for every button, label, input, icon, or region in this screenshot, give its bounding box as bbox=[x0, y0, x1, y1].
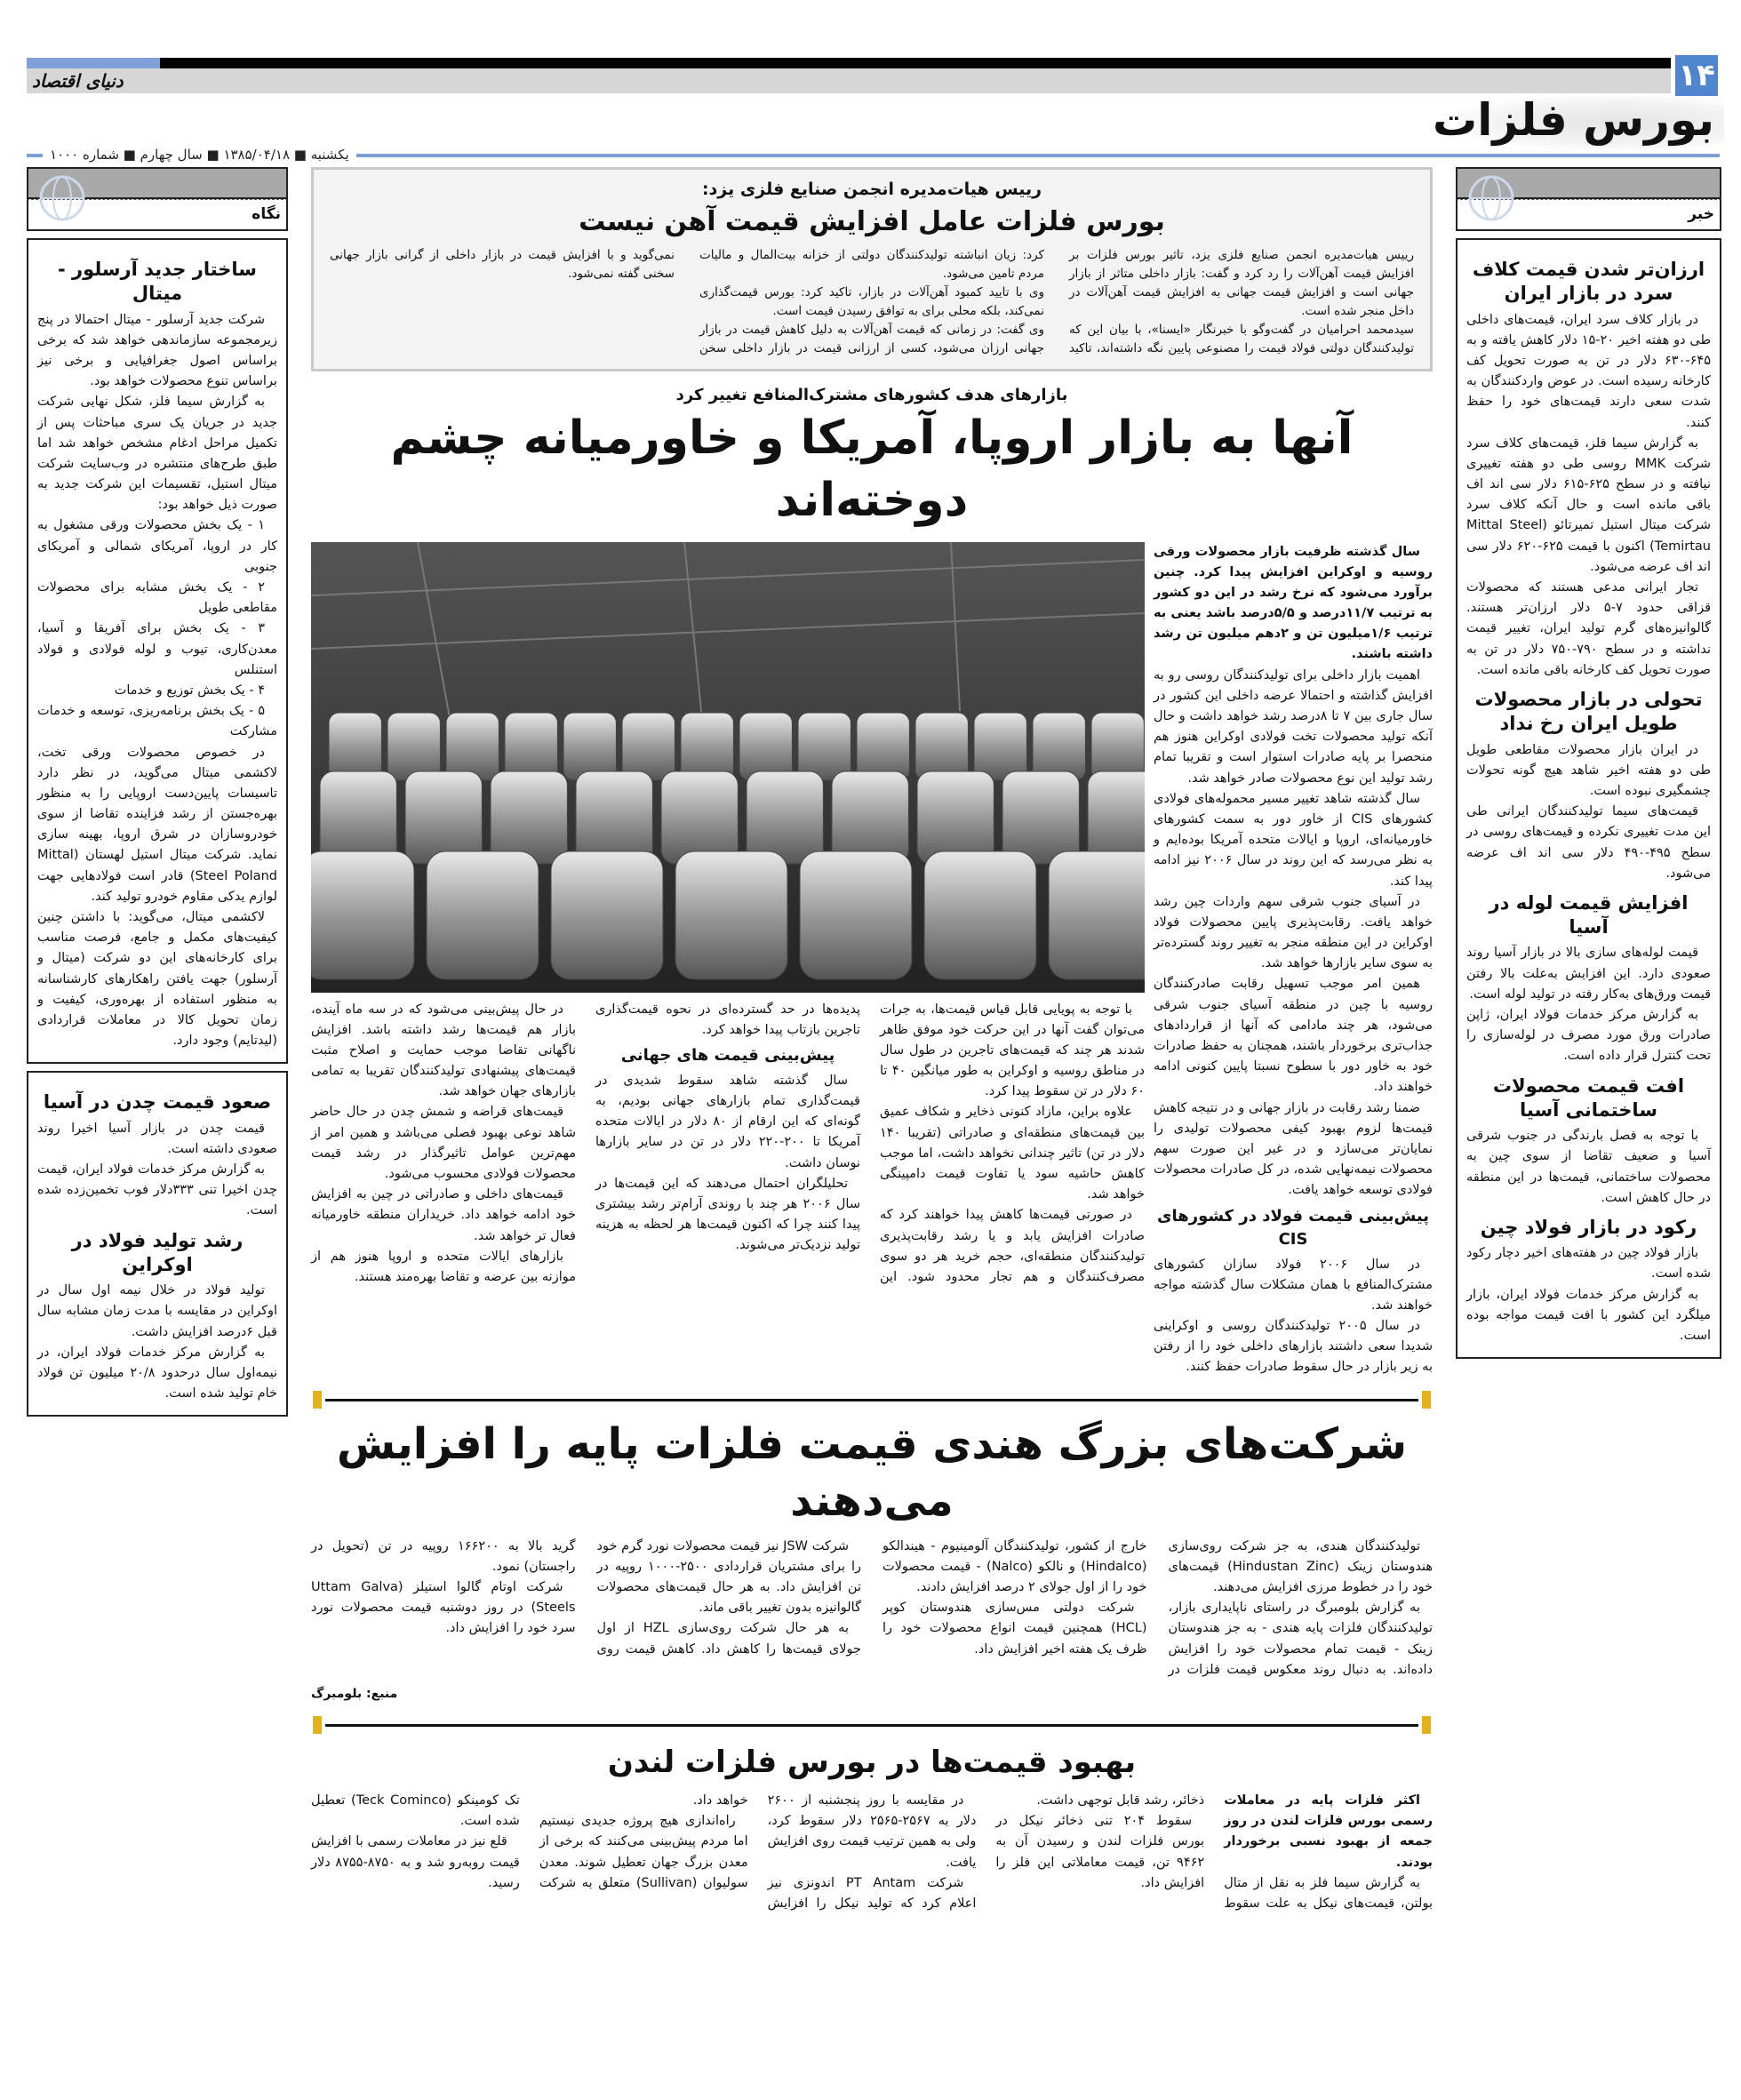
paragraph: به هر حال شرکت روی‌سازی HZL از اول جولای قیمت‌ها را کاهش داد. کاهش قیمت روی گرید بالا به ۱۶۶۲۰۰ روپیه در تن (تحویل در راجستان) نمود. bbox=[311, 1538, 861, 1657]
steel-coil bbox=[1002, 771, 1079, 864]
globe-icon bbox=[1466, 173, 1516, 223]
view-sidebar-article bbox=[27, 238, 288, 1064]
subhead-world: پیش‌بینی قیمت های جهانی bbox=[620, 1045, 835, 1065]
paragraph: به گزارش بلومبرگ در راستای ناپایداری بازار، تولیدکنندگان فلزات پایه هندی - به جز هندوستان زینک - قیمت تمام محصولات خود را افزایش داده‌اند. به دنبال روند معکوس قیمت فلزات در خارج از کشور، تولیدکنندگان آلومینیوم - هیندالکو (Hindalco) و نالکو (Nalco) - قیمت محصولات خود را از اول جولای ۲ درصد افزایش دادند. bbox=[882, 1538, 1433, 1677]
paragraph: شرکت دولتی مس‌سازی هندوستان کوپر (HCL) همچنین قیمت انواع محصولات خود را ظرف یک هفته اخیر افزایش داد. bbox=[882, 1601, 1147, 1657]
steel-coil bbox=[311, 851, 414, 979]
source-credit: منبع: بلومبرگ bbox=[311, 1686, 398, 1701]
paragraph: در حال پیش‌بینی می‌شود که در سه ماه آینده، بازار هم قیمت‌ها رشد داشته باشد. افزایش ناگهانی تقاضا موجب حمایت و اصلاح مثبت قیمت‌های پیشنهادی تولیدکنندگان تقریبا به تمامی بازارهای جهان خواهد شد. bbox=[311, 1002, 576, 1099]
interview-body bbox=[330, 246, 1414, 358]
steel-coil bbox=[551, 851, 663, 979]
sidebar-paragraph: قیمت لوله‌های سازی بالا در بازار آسیا روند صعودی دارد. این افزایش به‌علت بالا رفتن قیمت ورق‌های به‌کار رفته در تولید لوله است. bbox=[1466, 946, 1711, 1002]
sidebar-label-row bbox=[1456, 199, 1721, 231]
sidebar-paragraph: به گزارش سیما فلز، قیمت‌های کلاف سرد شرکت MMK روسی طی دو هفته تغییری نیافته و در سطح ۶۲۵-۶۱۵ دلار سی اند اف باقی مانده است و حال آنکه کلاف سرد شرکت میتال استیل تمیرتائو (Mittal Steel Temirtau) اکنون با قیمت ۶۲۵-۶۲۰ دلار سی اند اف عرضه می‌شود. bbox=[1466, 435, 1711, 574]
paragraph: با توجه به پویایی قابل قیاس قیمت‌ها، به جرات می‌توان گفت آنها در این حرکت خود موفق ظاهر شدند هر چند که قیمت‌های تاجرین در طول سال در مناطق روسیه و اوکراین به طور میانگین ۴۰ تا ۶۰ دلار در تن سقوط پیدا کرد. bbox=[880, 1002, 1145, 1099]
paragraph: سال گذشته شاهد تغییر مسیر محموله‌های فولادی کشورهای CIS از خاور دور به سمت کشورهای خاورمیانه‌ای، اروپا و ایالات متحده آمریکا بوده‌ایم و به نظر می‌رسد که این روند در سال ۲۰۰۶ نیز ادامه پیدا کند. bbox=[1154, 791, 1434, 889]
section-divider bbox=[311, 1391, 1433, 1412]
sidebar-paragraph: در خصوص محصولات ورقی تخت، لاکشمی میتال می‌گوید، در نظر دارد تاسیسات پایین‌دست اروپایی را به منظور بهره‌جستن از رشد فزاینده تقاضا از سوی خودروسازان در شرق اروپا، بهینه سازی نماید. شرکت میتال استیل لهستان (Mittal Steel Poland) قادر است فولادهایی جهت لوازم یدکی مقاوم خودرو تولید کند. bbox=[37, 745, 277, 904]
paragraph: سقوط ۲۰۴ تنی ذخائر نیکل در بورس فلزات لندن و رسیدن آن به ۹۴۶۲ تن، قیمت معاملاتی این فلز را افزایش داد. bbox=[995, 1814, 1205, 1890]
dateline: یکشنبه ■ ۱۳۸۵/۰۴/۱۸ ■ سال چهارم ■ شماره ۱۰۰۰ bbox=[43, 146, 356, 164]
sidebar-article-title: افزایش قیمت لوله در آسیا bbox=[1489, 891, 1689, 938]
paragraph: راه‌اندازی هیچ پروژه جدیدی نیستیم اما مردم پیش‌بینی می‌کنند که برخی از معدن بزرگ جهان تعطیل شوند. معدن سولیوان (Sullivan) متعلق به شرکت تک کومینکو (Teck Cominco) تعطیل شده است. bbox=[311, 1793, 748, 1890]
sidebar-article-title: صعود قیمت چدن در آسیا bbox=[43, 1091, 272, 1114]
sidebar-paragraph: در ایران بازار محصولات مقاطعی طویل طی دو هفته اخیر شاهد هیچ گونه تحولات چشمگیری نبوده است. bbox=[1466, 742, 1711, 798]
steel-coil bbox=[563, 713, 616, 780]
sidebar-paragraph: ۱ - یک بخش محصولات ورقی مشغول به کار در اروپا، آمریکای شمالی و آمریکای جنوبی bbox=[37, 518, 277, 574]
paragraph: سیدمحمد احرامیان در گفت‌وگو با خبرنگار «ایسنا»، با بیان این که تولیدکنندگان دولتی فولاد قیمت را مصنوعی پایین نگه داشته‌اند، تاکید کرد: زیان انباشته تولیدکنندگان دولتی از خزانه بیت‌المال و مالیات مردم تامین می‌شود. bbox=[699, 248, 1414, 355]
paragraph: در صورتی قیمت‌ها کاهش پیدا خواهند کرد که صادرات افزایش یابد و یا رشد رقابت‌پذیری تولیدکنندگان منطقه‌ای، حجم خرید هر دو سوی مصرف‌کنندگان و هم تجار محدود شود. این پدیده‌ها در حد گسترده‌ای در نحوه قیمت‌گذاری تاجرین بازتاب پیدا خواهد کرد. bbox=[595, 1002, 1145, 1284]
news-sidebar-column bbox=[1456, 167, 1721, 1359]
steel-coil bbox=[320, 771, 396, 864]
sidebar-paragraph: قیمت‌های سیما تولیدکنندگان ایرانی طی این مدت تغییری نکرده و قیمت‌های روسی در سطح ۴۹۵-۴۹۰ دلار سی اند اف عرضه می‌شود. bbox=[1466, 804, 1712, 881]
paragraph: به گزارش سیما فلز به نقل از متال بولتن، قیمت‌های نیکل به علت سقوط ذخائر، رشد قابل توجهی داشت. bbox=[1036, 1793, 1433, 1911]
paragraph: شرکت JSW نیز قیمت محصولات نورد گرم خود را برای مشتریان قراردادی ۲۵۰۰-۱۰۰۰ روپیه در تن افزایش داد. به هر حال قیمت‌های محصولات گالوانیزه بدون تغییر باقی ماند. bbox=[596, 1538, 861, 1616]
sidebar-label: خبر bbox=[1688, 205, 1714, 223]
steel-coil bbox=[622, 713, 675, 780]
main-article bbox=[311, 542, 1433, 1378]
paragraph: قیمت‌های قراضه و شمش چدن در حال حاضر شاهد نوعی بهبود فصلی می‌باشد و همین امر از مهم‌ترین عوامل تاثیرگذار در رشد قیمت محصولات فولادی محسوب می‌شود. bbox=[311, 1105, 576, 1182]
steel-coil bbox=[675, 851, 787, 979]
paragraph: وی با تایید کمبود آهن‌آلات در بازار، تاکید کرد: بورس قیمت‌گذاری نمی‌کند، بلکه محلی برای به توافق رسیدن قیمت است. bbox=[699, 284, 1044, 318]
sidebar-paragraph: تجار ایرانی مدعی هستند که محصولات قزاقی حدود ۷-۵ دلار ارزان‌تر هستند. گالوانیزه‌های گرم تولید ایران، تغییر قیمت نداشته و در سطح ۷۹۰-۷۵۰ دلار در تن به صورت تحویل کف کارخانه باقی مانده است. bbox=[1466, 580, 1711, 677]
paragraph: رییس هیات‌مدیره انجمن صنایع فلزی یزد، تاثیر بورس فلزات بر افزایش قیمت آهن‌آلات را رد کرد و گفت: بازار داخلی متاثر از بازار جهانی است و افزایش قیمت جهانی به افزایش قیمت آهن‌آلات در داخل منجر شده است. bbox=[1069, 248, 1414, 318]
steel-coil bbox=[681, 713, 733, 780]
sidebar-paragraph: بازار فولاد چین در هفته‌های اخیر دچار رکود شده است. bbox=[1466, 1246, 1711, 1282]
sidebar-paragraph: قیمت چدن در بازار آسیا اخیرا روند صعودی داشته است. bbox=[37, 1121, 277, 1156]
section-rule bbox=[325, 1724, 1418, 1727]
paragraph: بازارهای ایالات متحده و اروپا هنوز هم از موازنه بین عرضه و تقاضا بهره‌مند هستند. bbox=[311, 1249, 576, 1284]
steel-coil bbox=[491, 771, 567, 864]
steel-coil bbox=[747, 771, 823, 864]
steel-coil bbox=[800, 851, 912, 979]
paragraph: همین امر موجب تسهیل رقابت صادرکنندگان روسیه با چین در منطقه آسیای جنوب شرقی می‌شود، هر چند مادامی که آنها از قراردادهای جذاب‌تری برخوردار باشند، همچنان به حفظ صادرات خود به خاور دور با سطوح نسبتا پایین کنونی ادامه خواهند داد. bbox=[1154, 977, 1433, 1095]
steel-coil bbox=[1033, 713, 1085, 780]
sidebar-label: نگاه bbox=[252, 205, 281, 223]
header-band bbox=[27, 68, 1671, 93]
sidebar-paragraph: ۴ - یک بخش توزیع و خدمات bbox=[114, 683, 265, 698]
top-rule-accent bbox=[27, 58, 160, 68]
sidebar-paragraph: در بازار کلاف سرد ایران، قیمت‌های داخلی طی دو هفته اخیر ۲۰-۱۵ دلار کاهش یافته و به ۶۴۵-۶۳۰ دلار در تن به صورت تحویل کف کارخانه رسیده است. در عوض واردکنندگان به شدت سعی دارند قیمت‌های خود را حفظ کنند. bbox=[1466, 312, 1711, 430]
globe-icon bbox=[37, 173, 87, 223]
steel-coil bbox=[427, 851, 539, 979]
news-sidebar bbox=[1456, 238, 1721, 1359]
steel-coil bbox=[798, 713, 851, 780]
steel-coil bbox=[857, 713, 909, 780]
view-sidebar-column bbox=[27, 167, 288, 1417]
rule-marker bbox=[313, 1391, 322, 1409]
steel-coil bbox=[405, 771, 482, 864]
rule-marker bbox=[1422, 1716, 1431, 1734]
center-column bbox=[311, 167, 1433, 1914]
sidebar-paragraph: تولید فولاد در خلال نیمه اول سال در اوکراین در مقایسه با مدت زمان مشابه سال قبل ۶درصد افزایش داشت. bbox=[37, 1283, 277, 1339]
steel-coil bbox=[917, 771, 994, 864]
paragraph: قیمت‌های داخلی و صادراتی در چین به افزایش خود ادامه خواهد داد. خریداران منطقه خاورمیانه فعال تر خواهد شد. bbox=[311, 1187, 576, 1243]
sidebar-paragraph: ۳ - یک بخش برای آفریقا و آسیا، معدن‌کاری، تیوب و لوله فولادی و فولاد استنلس bbox=[37, 621, 277, 677]
paragraph: در سال ۲۰۰۵ تولیدکنندگان روسی و اوکراینی شدیدا سعی داشتند بازارهای داخلی خود را از رفتن به زیر بازار در حال سقوط صادرات حفظ کنند. bbox=[1154, 1319, 1433, 1375]
rule-marker bbox=[313, 1716, 322, 1734]
steel-coil bbox=[1088, 771, 1145, 864]
steel-coil bbox=[387, 713, 440, 780]
sidebar-paragraph: با توجه به فصل بارندگی در جنوب شرقی آسیا و ضعیف تقاضا از سوی چین به محصولات ساختمانی، قیمت‌ها در این منطقه در حال کاهش است. bbox=[1466, 1129, 1711, 1205]
section-title: بورس فلزات bbox=[1433, 94, 1714, 146]
interview-kicker: رییس هیات‌مدیره انجمن صنایع فلزی یزد: bbox=[701, 180, 1042, 199]
paragraph: سال گذشته شاهد سقوط شدیدی در قیمت‌گذاری تمام بازارهای جهانی بودیم، به گونه‌ای که این ارقام از ۸۰ دلار در ایالات متحده آمریکا تا ۲۰۰-۲۲۰ دلار در تن در سایر بازارها نوسان داشت. bbox=[595, 1073, 861, 1170]
main-headline: آنها به بازار اروپا، آمریکا و خاورمیانه چشم دوخته‌اند bbox=[390, 411, 1354, 527]
paragraph: اهمیت بازار داخلی برای تولیدکنندگان روسی رو به افزایش گذاشته و احتمالا عرضه داخلی این کشور در سال جاری بین ۷ تا ۸درصد رشد خواهد داشت و حال آنکه تولید محصولات تخت فولادی اوکراین هنوز هم منحصرا بر پایه صادرات استوار است و تقریبا تمام رشد تولید این نوع محصولات صادر خواهد شد. bbox=[1154, 667, 1433, 786]
rule-marker bbox=[1422, 1391, 1431, 1409]
sidebar-paragraph: به گزارش مرکز خدمات فولاد ایران، بازار میلگرد این کشور با افت قیمت مواجه بوده است. bbox=[1466, 1287, 1711, 1343]
sidebar-paragraph: لاکشمی میتال، می‌گوید: با داشتن چنین کیفیت‌های مکمل و جامع، فرصت مناسب برای کارخانه‌های این دو شرکت (میتال و آرسلور) جهت یافتن راهکارهای کارشناسانه به منظور استفاده از بهره‌وری، کیفیت و زمان تحویل کالا در معاملات قراردادی (لیدتایم) وجود دارد. bbox=[37, 910, 277, 1049]
paragraph: شرکت اوتام گالوا استیلز (Uttam Galva Steels) در روز دوشنبه قیمت محصولات نورد سرد خود را افزایش داد. bbox=[311, 1580, 576, 1636]
sidebar-paragraph: به گزارش مرکز خدمات فولاد ایران، قیمت چدن اخیرا تنی ۳۳۳دلار فوب تخمین‌زده شده است. bbox=[37, 1162, 277, 1218]
paragraph: در آسیای جنوب شرقی سهم واردات چین رشد خواهد یافت. رقابت‌پذیری پایین محصولات فولاد اوکراین در این منطقه منجر به تغییر روند گسترده‌تر به سوی سایر بازارها خواهد شد. bbox=[1154, 894, 1433, 971]
sidebar-paragraph: شرکت جدید آرسلور - میتال احتمالا در پنج زیرمجموعه سازماندهی خواهد شد که برخی براساس اصول جغرافیایی و برخی نیز براساس تنوع محصولات خواهد بود. bbox=[37, 312, 277, 389]
sidebar-article-title: ساختار جدید آرسلور - میتال bbox=[58, 259, 257, 305]
lead-paragraph: اکثر فلزات پایه در معاملات رسمی بورس فلزات لندن در روز جمعه از بهبود نسبی برخوردار بودند. bbox=[1224, 1793, 1433, 1870]
steel-coils-photo bbox=[311, 542, 1145, 993]
steel-coil bbox=[661, 771, 738, 864]
steel-coil bbox=[576, 771, 652, 864]
sidebar-article-title: رشد تولید فولاد در اوکراین bbox=[71, 1229, 244, 1275]
sidebar-article-title: تحولی در بازار محصولات طویل ایران رخ نداد bbox=[1474, 688, 1703, 735]
steel-coil bbox=[1091, 713, 1144, 780]
interview-headline: بورس فلزات عامل افزایش قیمت آهن نیست bbox=[579, 206, 1165, 237]
steel-coil bbox=[505, 713, 557, 780]
steel-coil bbox=[974, 713, 1026, 780]
sidebar-article-title: ارزان‌تر شدن قیمت کلاف سرد در بازار ایران bbox=[1472, 259, 1705, 305]
steel-coil bbox=[915, 713, 968, 780]
steel-coil bbox=[1049, 851, 1145, 979]
sidebar-paragraph: به گزارش سیما فلز، شکل نهایی شرکت جدید در جریان یک سری مباحثات پس از تکمیل مراحل ادغام مشخص خواهد شد اما طبق طرح‌های منتشره در وب‌سایت شرکت میتال استیل، تقسیمات این شرکت جدید به صورت ذیل خواهد بود: bbox=[37, 395, 277, 513]
page-number: ۱۴ bbox=[1675, 55, 1718, 96]
india-headline: شرکت‌های بزرگ هندی قیمت فلزات پایه را افزایش می‌دهند bbox=[336, 1418, 1408, 1526]
paragraph: قلع نیز در معاملات رسمی با افزایش قیمت روبه‌رو شد و به ۸۷۵۰-۸۷۵۵ دلار رسید. bbox=[311, 1834, 520, 1890]
main-article-column-1 bbox=[1154, 542, 1433, 1378]
paragraph: تولیدکنندگان هندی، به جز شرکت روی‌سازی هندوستان زینک (Hindustan Zinc) قیمت‌های خود را در خطوط مرزی افزایش می‌دهند. bbox=[1168, 1538, 1433, 1595]
sidebar-article-title: افت قیمت محصولات ساختمانی آسیا bbox=[1492, 1074, 1685, 1121]
section-rule bbox=[325, 1399, 1418, 1401]
steel-coil bbox=[924, 851, 1036, 979]
india-article-body bbox=[311, 1537, 1433, 1681]
paragraph: علاوه براین، مازاد کنونی ذخایر و شکاف عمیق بین قیمت‌های منطقه‌ای و صادراتی (تقریبا ۱۴۰ دلار در تن) تاثیر چندانی نخواهد داشت، اما موجب کاهش حاشیه سود یا تفاوت قیمت دامپینگی خواهد شد. bbox=[880, 1105, 1145, 1202]
sidebar-label-row bbox=[27, 199, 288, 231]
sidebar-paragraph: به گزارش مرکز خدمات فولاد ایران، ژاپن صادرات ورق مورد مصرف در لوله‌سازی را تحت کنترل قرار داده است. bbox=[1466, 1008, 1711, 1064]
steel-coil bbox=[832, 771, 908, 864]
section-divider bbox=[311, 1716, 1433, 1737]
top-rule bbox=[27, 58, 1671, 68]
paragraph: شرکت PT Antam اندونزی نیز اعلام کرد که تولید نیکل را افزایش خواهد داد. bbox=[692, 1793, 977, 1911]
paragraph: وی گفت: در زمانی که قیمت آهن‌آلات به دلیل کاهش قیمت در بازار جهانی ارزان می‌شود، کسی از ارزانی قیمت در بازار داخلی سخن نمی‌گوید و با افزایش قیمت در بازار داخلی از گرانی بازار جهانی سخنی گفته نمی‌شود. bbox=[330, 248, 1044, 355]
paragraph: در سال ۲۰۰۶ فولاد سازان کشورهای مشترک‌المنافع با همان مشکلات سال گذشته مواجه خواهند شد. bbox=[1154, 1257, 1433, 1313]
steel-coil bbox=[739, 713, 792, 780]
view-sidebar-briefs bbox=[27, 1071, 288, 1417]
paragraph: در مقایسه با روز پنجشنبه از ۲۶۰۰ دلار به ۲۵۶۷-۲۵۶۵ دلار سقوط کرد، ولی به همین ترتیب قیمت روی افزایش یافت. bbox=[767, 1793, 977, 1870]
newspaper-logo: دنیای اقتصاد bbox=[32, 70, 124, 92]
london-article-body bbox=[311, 1791, 1433, 1914]
lead-paragraph: سال گذشته ظرفیت بازار محصولات ورقی روسیه و اوکراین افزایش پیدا کرد. چنین برآورد می‌شود که نرخ رشد در این دو کشور به ترتیب ۱۱/۷درصد و ۵/۵درصد باشد یعنی به ترتیب ۱/۶میلیون تن و ۲دهم میلیون تن رشد داشته باشند. bbox=[1154, 544, 1434, 662]
sidebar-paragraph: به گزارش مرکز خدمات فولاد ایران، در نیمه‌اول سال درحدود ۲۰/۸ میلیون تن فولاد خام تولید شده است. bbox=[37, 1345, 277, 1401]
sidebar-paragraph: ۵ - یک بخش برنامه‌ریزی، توسعه و خدمات مشارکت bbox=[37, 704, 277, 739]
steel-coil bbox=[329, 713, 381, 780]
paragraph: تحلیلگران احتمال می‌دهند که این قیمت‌ها در سال ۲۰۰۶ هر چند با روندی آرام‌تر رشد بیشتری پیدا کنند چرا که اکنون قیمت‌ها هر لحظه به هزینه تولید نزدیک‌تر می‌شوند. bbox=[595, 1176, 860, 1253]
sidebar-paragraph: ۲ - یک بخش مشابه برای محصولات مقاطعی طویل bbox=[37, 580, 277, 616]
main-article-lower-columns bbox=[311, 1000, 1145, 1289]
london-headline: بهبود قیمت‌ها در بورس فلزات لندن bbox=[607, 1744, 1137, 1780]
sidebar-article-title: رکود در بازار فولاد چین bbox=[1480, 1216, 1697, 1238]
interview-box bbox=[311, 167, 1433, 371]
main-kicker: بازارهای هدف کشورهای مشترک‌المنافع تغییر کرد bbox=[675, 385, 1068, 404]
subhead-cis: پیش‌بینی قیمت فولاد در کشورهای CIS bbox=[1156, 1206, 1430, 1249]
main-article-photo-and-columns bbox=[311, 542, 1145, 1289]
paragraph: ضمنا رشد رقابت در بازار جهانی و در نتیجه کاهش قیمت‌ها لزوم بهبود کیفی محصولات تولیدی را نمایان‌تر می‌سازد و در غیر این صورت سهم محصولات نیمه‌نهایی شده، در کل صادرات محصولات فولادی توسعه خواهد یافت. bbox=[1154, 1100, 1433, 1198]
steel-coil bbox=[446, 713, 499, 780]
